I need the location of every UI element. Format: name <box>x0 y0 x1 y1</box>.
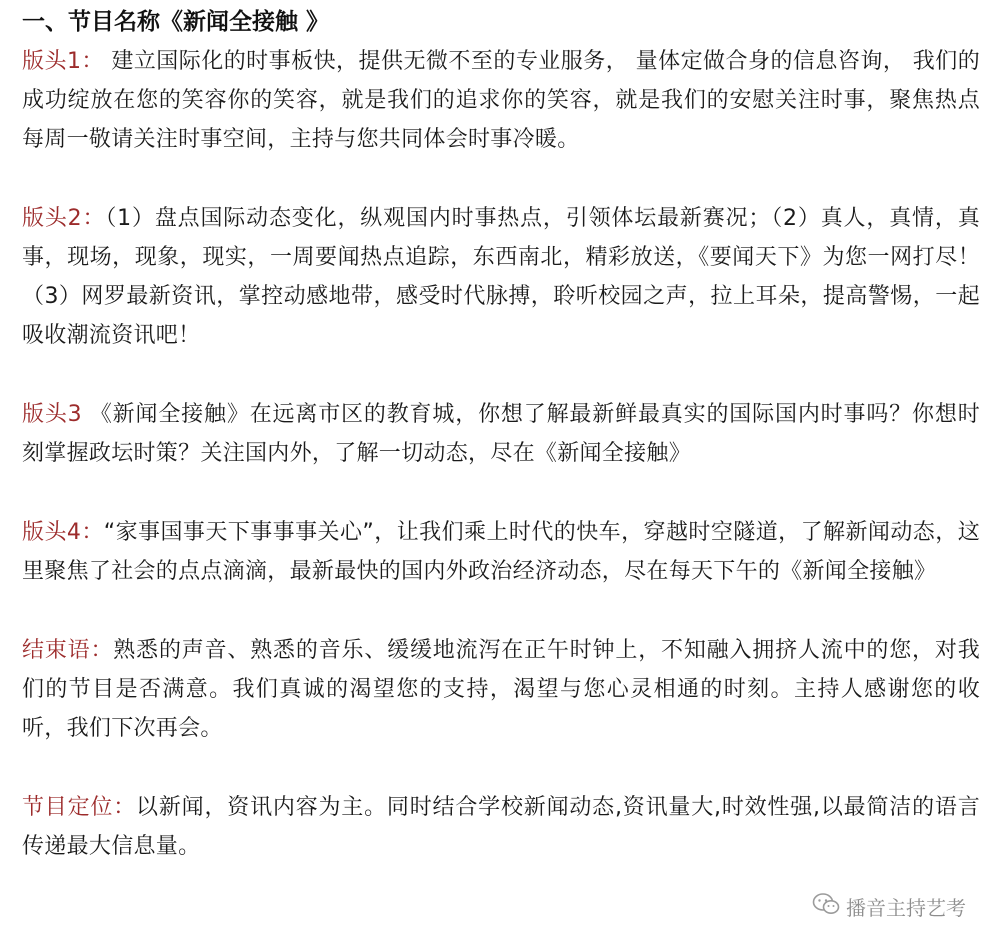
spacer <box>22 473 980 513</box>
spacer <box>22 159 980 199</box>
spacer <box>22 355 980 395</box>
section-label: 版头1： <box>22 49 104 74</box>
section-positioning <box>22 788 980 866</box>
watermark <box>812 892 966 921</box>
section-label: 节目定位： <box>22 795 137 820</box>
section-text: 熟悉的声音、熟悉的音乐、缓缓地流泻在正午时钟上，不知融入拥挤人流中的您，对我们的节目是否满意。我们真诚的渴望您的支持，渴望与您心灵相通的时刻。主持人感谢您的收听，我们下次再会。 <box>22 638 981 741</box>
section-label: 版头3 <box>22 402 82 427</box>
spacer <box>22 591 980 631</box>
section-text: （1）盘点国际动态变化，纵观国内时事热点，引领体坛最新赛况；（2）真人，真情，真事，现场，现象，现实，一周要闻热点追踪，东西南北，精彩放送，《要闻天下》为您一网打尽！（3）网罗最新资讯，掌控动感地带，感受时代脉搏，聆听校园之声，拉上耳朵，提高警惕，一起吸收潮流资讯吧！ <box>22 206 981 348</box>
section-header-1 <box>22 42 980 159</box>
section-text: “家事国事天下事事事关心”，让我们乘上时代的快车，穿越时空隧道，了解新闻动态，这里聚焦了社会的点点滴滴，最新最快的国内外政治经济动态，尽在每天下午的《新闻全接触》 <box>22 520 980 584</box>
watermark-text: 播音主持艺考 <box>846 896 966 920</box>
section-label: 版头4： <box>22 520 104 545</box>
section-text: 建立国际化的时事板快，提供无微不至的专业服务， 量体定做合身的信息咨询， 我们的成功绽放在您的笑容你的笑容，就是我们的追求你的笑容，就是我们的安慰关注时事，聚焦热点每周一敬请关注时事空间，主持与您共同体会时事冷暖。 <box>22 49 980 152</box>
section-text: 《新闻全接触》在远离市区的教育城，你想了解最新鲜最真实的国际国内时事吗？你想时刻掌握政坛时策？关注国内外，了解一切动态，尽在《新闻全接触》 <box>22 402 980 466</box>
wechat-icon <box>812 892 840 921</box>
section-text: 以新闻，资讯内容为主。同时结合学校新闻动态,资讯量大,时效性强,以最简洁的语言传递最大信息量。 <box>22 795 980 859</box>
section-header-2 <box>22 199 980 355</box>
section-header-4 <box>22 513 980 591</box>
document-title: 一、节目名称《新闻全接触 》 <box>22 9 330 35</box>
section-label: 结束语： <box>22 638 114 663</box>
section-closing <box>22 631 980 748</box>
section-label: 版头2： <box>22 206 106 231</box>
section-header-3 <box>22 395 980 473</box>
spacer <box>22 748 980 788</box>
